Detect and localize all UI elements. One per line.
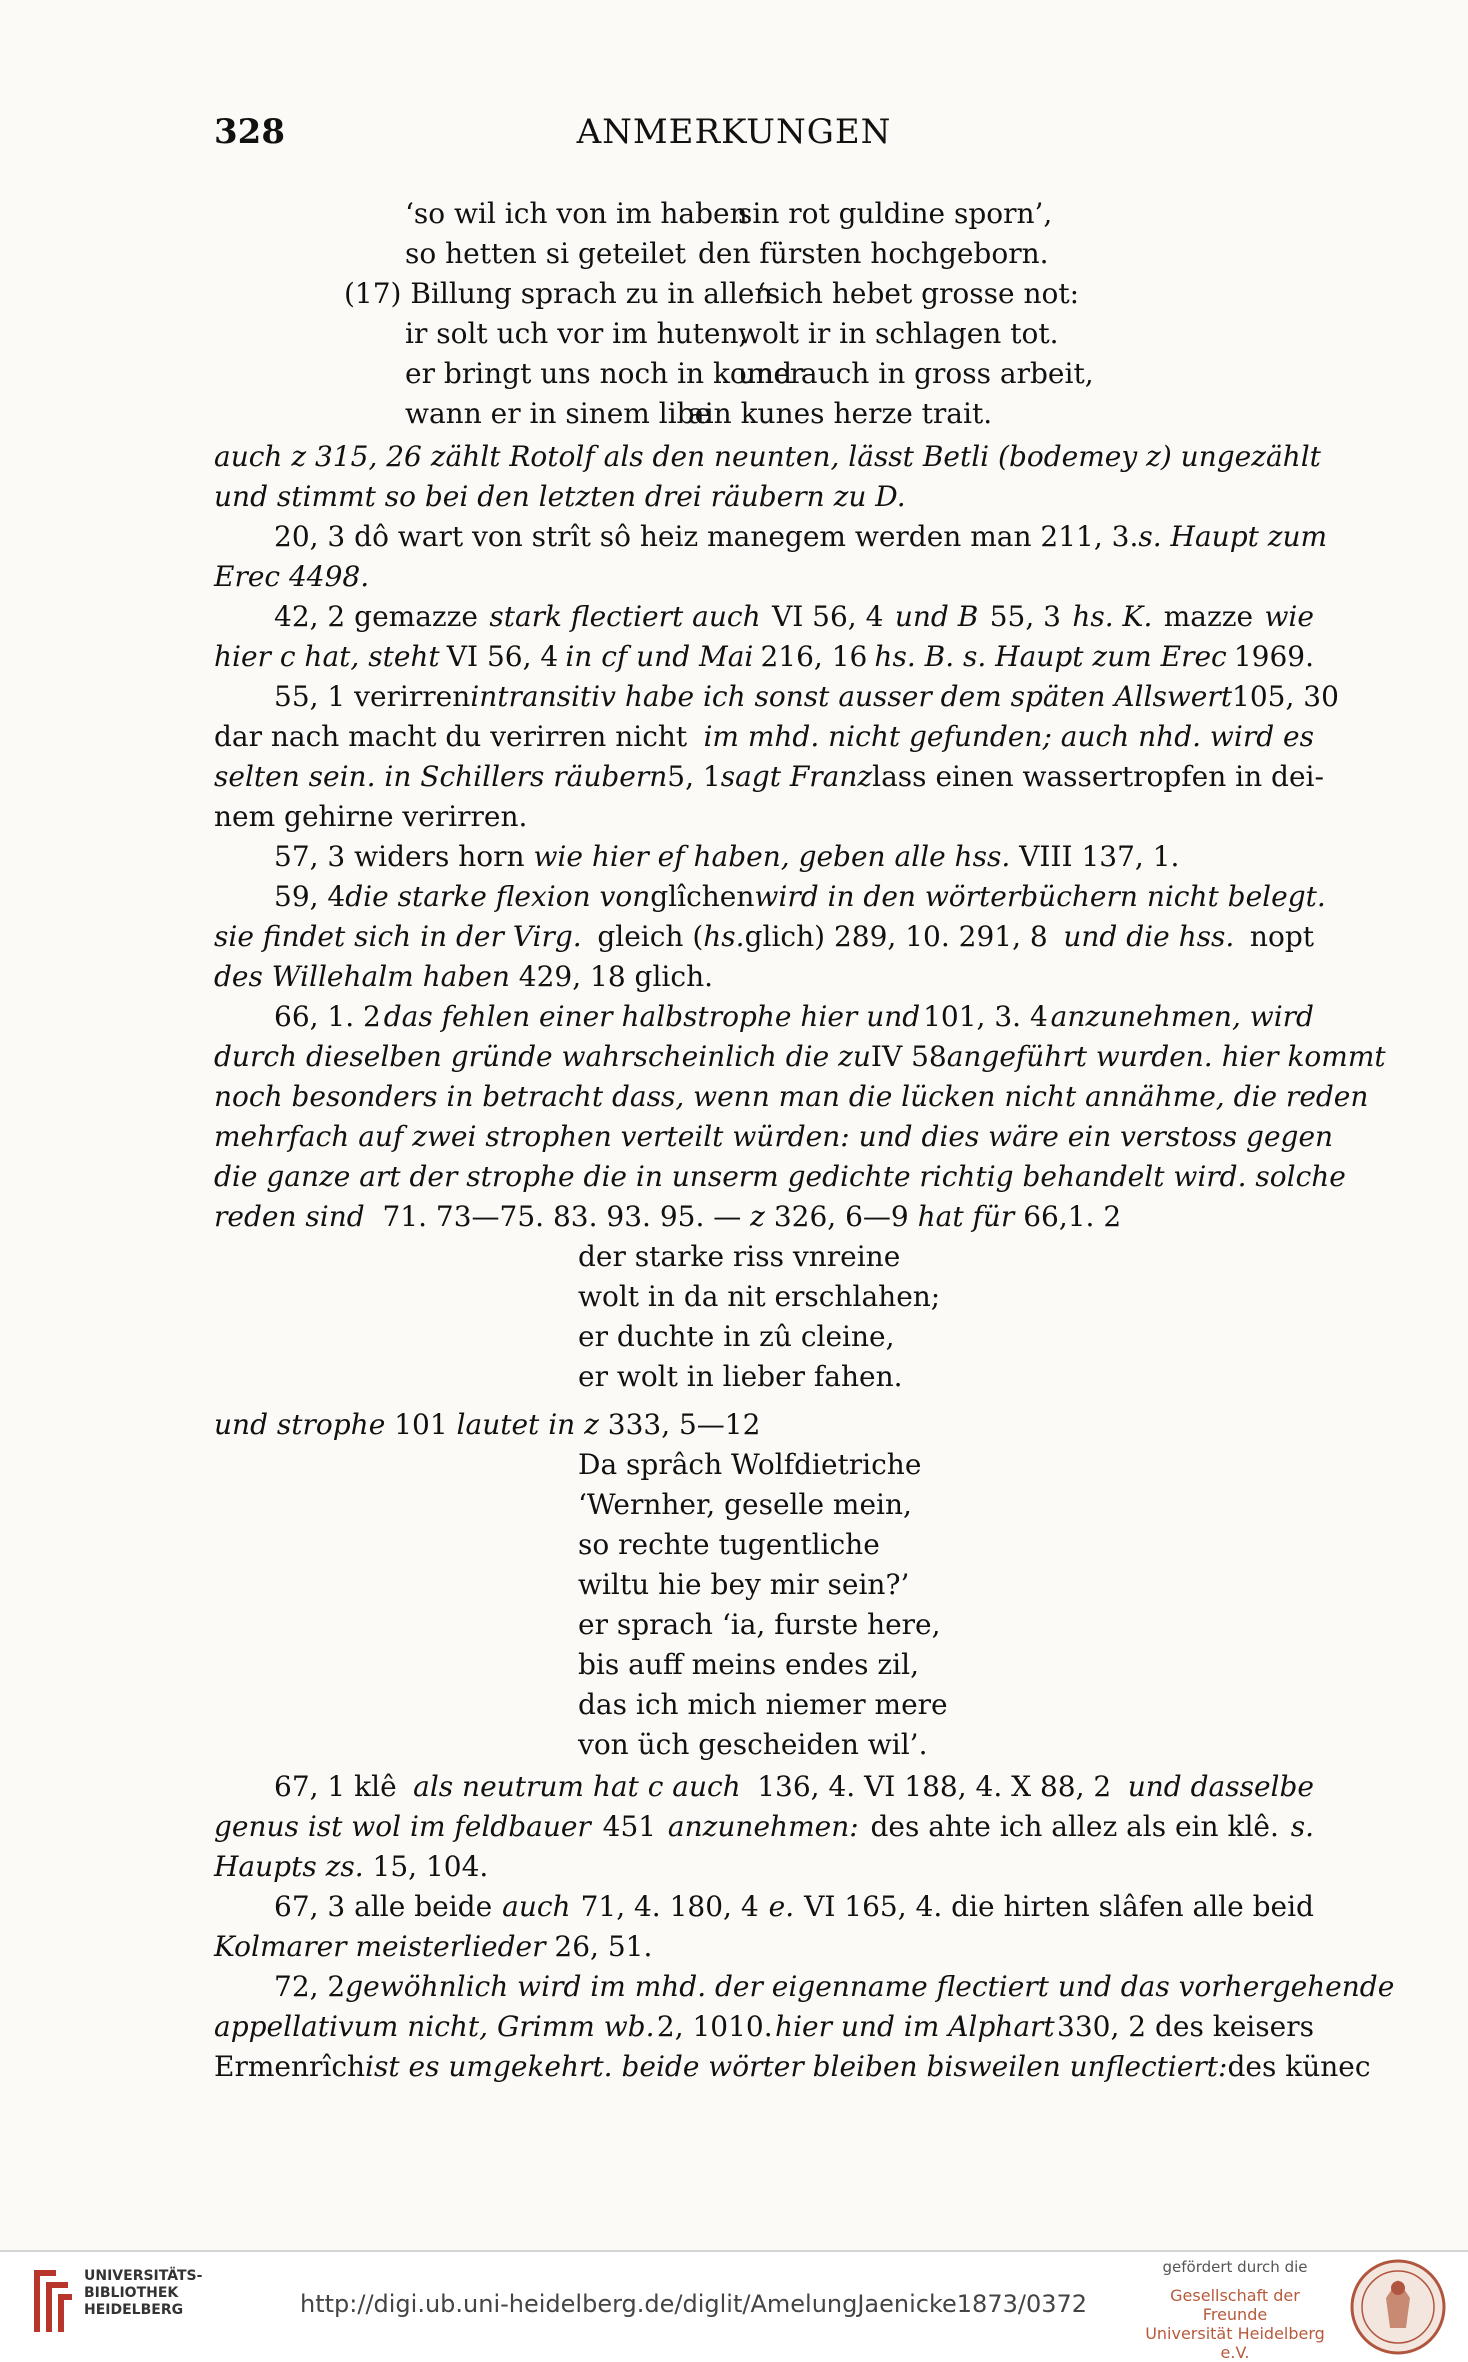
funding-note: gefördert durch die Gesellschaft der Freunde Universität Heidelberg e.V.	[1145, 2258, 1325, 2362]
note-66-1-cont2: noch besonders in betracht dass, wenn man die lücken nicht annähme, die reden	[214, 1080, 1369, 1113]
verse1-l6a: wann er in sinem libe	[405, 397, 712, 430]
note-66-1: 66, 1. 2 das fehlen einer halbstrophe hier und 101, 3. 4 anzunehmen, wird	[274, 1000, 1314, 1033]
digital-copy-url[interactable]: http://digi.ub.uni-heidelberg.de/diglit/AmelungJaenicke1873/0372	[300, 2290, 1088, 2318]
verse1-l2a: so hetten si geteilet	[405, 237, 687, 270]
note-20-3: 20, 3 dô wart von strît sô heiz manegem werden man 211, 3. s. Haupt zum	[274, 520, 1328, 553]
verse2-l2: wolt in da nit erschlahen;	[578, 1280, 941, 1313]
note-67-1-cont2: Haupts zs. 15, 104.	[214, 1850, 489, 1883]
note-55-1-cont1: dar nach macht du verirren nicht im mhd. nicht gefunden; auch nhd. wird es	[214, 720, 1314, 753]
verse2-l3: er duchte in zû cleine,	[578, 1320, 895, 1353]
strophe-intro: und strophe 101 lautet in z 333, 5—12	[214, 1408, 761, 1441]
note-67-1: 67, 1 klê als neutrum hat c auch 136, 4. VI 188, 4. X 88, 2 und dasselbe	[274, 1770, 1314, 1803]
note-59-4-cont2: des Willehalm haben 429, 18 glich.	[214, 960, 714, 993]
para1-line1: auch z 315, 26 zählt Rotolf als den neunten, lässt Betli (bodemey z) ungezählt	[214, 440, 1321, 473]
note-20-3-cont: Erec 4498.	[214, 560, 370, 593]
note-66-1-cont5: reden sind 71. 73—75. 83. 93. 95. — z 326, 6—9 hat für 66,1. 2	[214, 1200, 1122, 1233]
verse2-l1: der starke riss vnreine	[578, 1240, 901, 1273]
page-number: 328	[214, 112, 285, 152]
note-72-2-cont1: appellativum nicht, Grimm wb. 2, 1010. hier und im Alphart 330, 2 des keisers	[214, 2010, 1314, 2043]
note-55-1: 55, 1 verirren intransitiv habe ich sonst ausser dem späten Allswert 105, 30	[274, 680, 1339, 713]
verse3-l1: Da sprâch Wolfdietriche	[578, 1448, 922, 1481]
verse1-l3b: ‘sich hebet grosse not:	[757, 277, 1080, 310]
page-title: ANMERKUNGEN	[576, 112, 892, 152]
verse3-l2: ‘Wernher, geselle mein,	[578, 1488, 912, 1521]
verse1-l6b: ain kunes herze trait.	[688, 397, 993, 430]
note-72-2: 72, 2 gewöhnlich wird im mhd. der eigenname flectiert und das vorhergehende	[274, 1970, 1395, 2003]
note-42-2-cont: hier c hat, steht VI 56, 4 in cf und Mai 216, 16 hs. B. s. Haupt zum Erec 1969.	[214, 640, 1314, 673]
verse3-l5: er sprach ‘ia, furste here,	[578, 1608, 941, 1641]
note-67-1-cont1: genus ist wol im feldbauer 451 anzunehmen: des ahte ich allez als ein klê. s.	[214, 1810, 1314, 1843]
university-seal-icon	[1348, 2258, 1448, 2356]
note-66-1-cont1: durch dieselben gründe wahrscheinlich die zu IV 58 angeführt wurden. hier kommt	[214, 1040, 1386, 1073]
para1-line2: und stimmt so bei den letzten drei räubern zu D.	[214, 480, 906, 513]
note-67-3-cont: Kolmarer meisterlieder 26, 51.	[214, 1930, 653, 1963]
note-67-3: 67, 3 alle beide auch 71, 4. 180, 4 e. VI 165, 4. die hirten slâfen alle beid	[274, 1890, 1314, 1923]
note-66-1-cont3: mehrfach auf zwei strophen verteilt würden: und dies wäre ein verstoss gegen	[214, 1120, 1334, 1153]
verse1-l5b: und auch in gross arbeit,	[738, 357, 1094, 390]
note-55-1-cont3: nem gehirne verirren.	[214, 800, 528, 833]
verse1-l1b: sin rot guldine sporn’,	[738, 197, 1053, 230]
note-42-2: 42, 2 gemazze stark flectiert auch VI 56, 4 und B 55, 3 hs. K. mazze wie	[274, 600, 1314, 633]
verse1-l2b: den fürsten hochgeborn.	[698, 237, 1049, 270]
verse2-l4: er wolt in lieber fahen.	[578, 1360, 903, 1393]
note-59-4: 59, 4 die starke flexion von glîchen wird in den wörterbüchern nicht belegt.	[274, 880, 1326, 913]
verse1-l3a: (17) Billung sprach zu in allen	[344, 277, 773, 310]
note-66-1-cont4: die ganze art der strophe die in unserm gedichte richtig behandelt wird. solche	[214, 1160, 1346, 1193]
note-72-2-cont2: Ermenrîch ist es umgekehrt. beide wörter bleiben bisweilen unflectiert: des künec	[214, 2050, 1371, 2083]
note-57-3: 57, 3 widers horn wie hier ef haben, geben alle hss. VIII 137, 1.	[274, 840, 1180, 873]
verse1-l1a: ‘so wil ich von im haben	[405, 197, 748, 230]
verse3-l3: so rechte tugentliche	[578, 1528, 880, 1561]
verse1-l4b: wolt ir in schlagen tot.	[738, 317, 1059, 350]
note-55-1-cont2: selten sein. in Schillers räubern 5, 1 sagt Franz lass einen wassertropfen in dei-	[214, 760, 1324, 793]
library-name: UNIVERSITÄTS- BIBLIOTHEK HEIDELBERG	[84, 2268, 203, 2318]
verse3-l8: von üch gescheiden wil’.	[578, 1728, 928, 1761]
verse3-l7: das ich mich niemer mere	[578, 1688, 948, 1721]
verse1-l4a: ir solt uch vor im huten,	[405, 317, 748, 350]
university-library-logo-icon	[26, 2266, 76, 2338]
verse3-l6: bis auff meins endes zil,	[578, 1648, 919, 1681]
verse1-l5a: er bringt uns noch in komer	[405, 357, 804, 390]
verse3-l4: wiltu hie bey mir sein?’	[578, 1568, 910, 1601]
note-59-4-cont1: sie findet sich in der Virg. gleich (hs.glich) 289, 10. 291, 8 und die hss. nopt	[214, 920, 1314, 953]
